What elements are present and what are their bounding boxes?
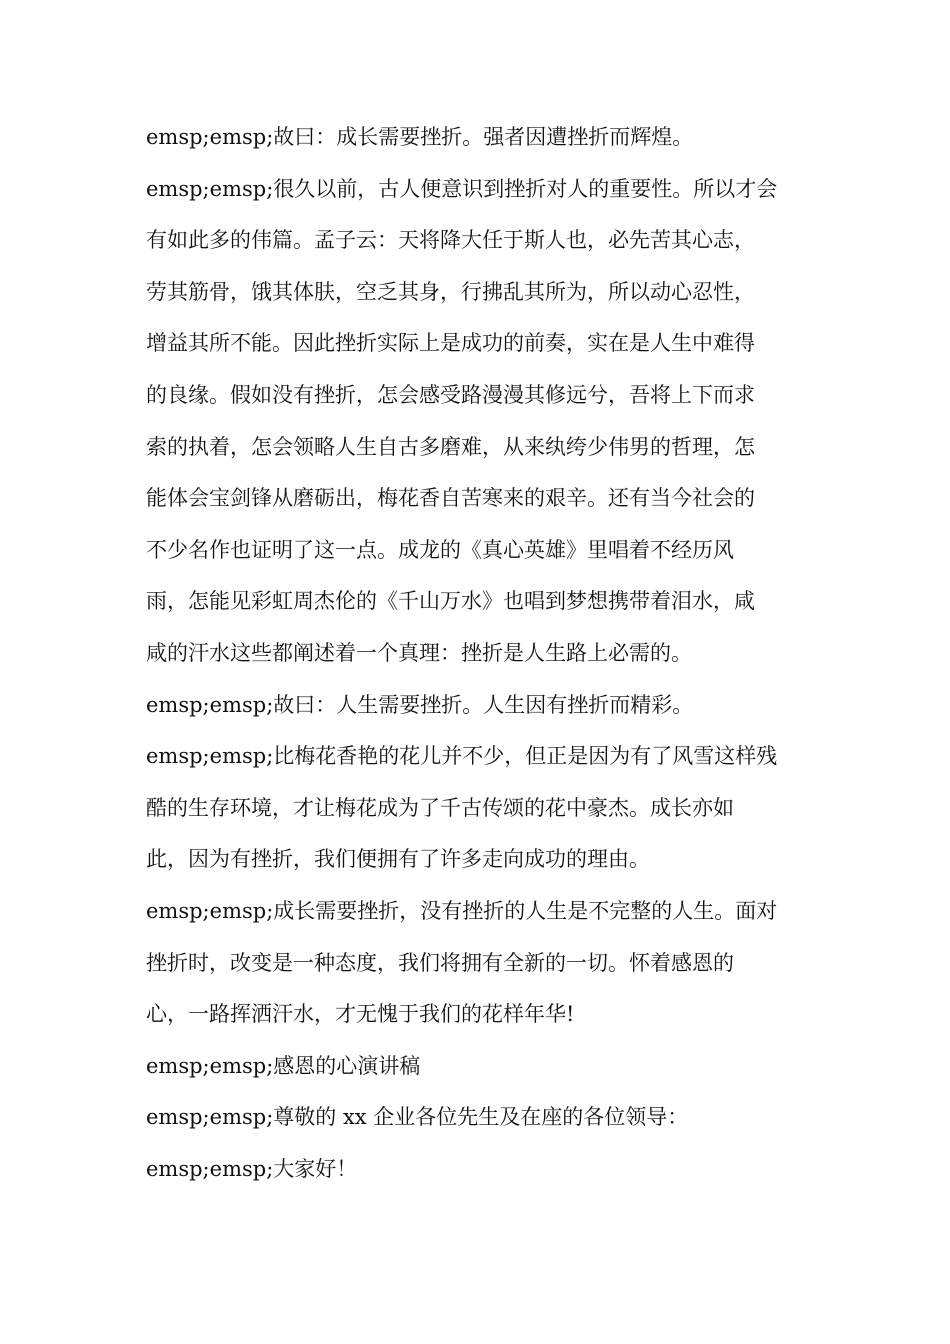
text-line: 此，因为有挫折，我们便拥有了许多走向成功的理由。 [146, 847, 650, 872]
text-line: emsp;emsp;很久以前，古人便意识到挫折对人的重要性。所以才会 [146, 176, 778, 201]
text-line: 咸的汗水这些都阐述着一个真理：挫折是人生路上必需的。 [146, 640, 692, 665]
text-line: emsp;emsp;感恩的心演讲稿 [146, 1053, 421, 1078]
text-line: 心，一路挥洒汗水，才无愧于我们的花样年华! [146, 1002, 575, 1027]
text-line: emsp;emsp;比梅花香艳的花儿并不少，但正是因为有了风雪这样残 [146, 744, 778, 769]
text-line: 增益其所不能。因此挫折实际上是成功的前奏，实在是人生中难得 [146, 331, 755, 356]
text-line: emsp;emsp;故曰：人生需要挫折。人生因有挫折而精彩。 [146, 692, 694, 717]
document-body [146, 112, 806, 1195]
text-line: 的良缘。假如没有挫折，怎会感受路漫漫其修远兮，吾将上下而求 [146, 382, 755, 407]
text-line: 有如此多的伟篇。孟子云：天将降大任于斯人也，必先苦其心志， [146, 228, 755, 253]
text-line: 能体会宝剑锋从磨砺出，梅花香自苦寒来的艰辛。还有当今社会的 [146, 486, 755, 511]
text-line: emsp;emsp;大家好！ [146, 1156, 358, 1181]
text-line: 不少名作也证明了这一点。成龙的《真心英雄》里唱着不经历风 [146, 537, 734, 562]
text-line: 挫折时，改变是一种态度，我们将拥有全新的一切。怀着感恩的 [146, 950, 734, 975]
text-line: 酷的生存环境，才让梅花成为了千古传颂的花中豪杰。成长亦如 [146, 795, 734, 820]
text-line: 索的执着，怎会领略人生自古多磨难，从来纨绔少伟男的哲理，怎 [146, 434, 755, 459]
text-line: 雨，怎能见彩虹周杰伦的《千山万水》也唱到梦想携带着泪水，咸 [146, 589, 755, 614]
text-line: emsp;emsp;尊敬的 xx 企业各位先生及在座的各位领导： [146, 1105, 689, 1130]
text-line: emsp;emsp;故曰：成长需要挫折。强者因遭挫折而辉煌。 [146, 125, 694, 149]
text-line: 劳其筋骨，饿其体肤，空乏其身，行拂乱其所为，所以动心忍性， [146, 279, 755, 304]
text-line: emsp;emsp;成长需要挫折，没有挫折的人生是不完整的人生。面对 [146, 898, 778, 923]
